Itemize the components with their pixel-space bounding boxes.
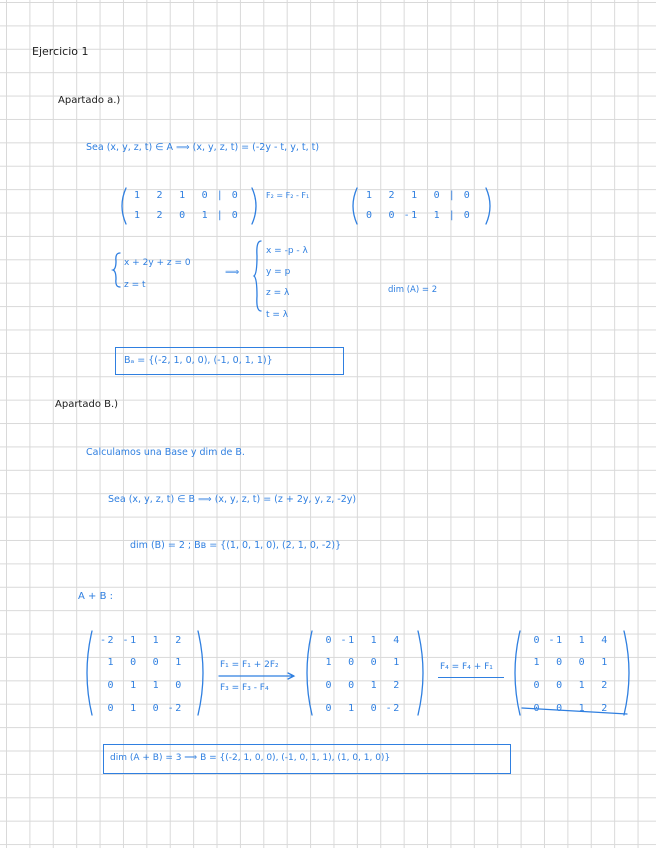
matrix1-row: 1 2 1 0 | 0 xyxy=(134,190,240,201)
m2-row: 0 1 0 -2 xyxy=(318,703,401,714)
op1-b: F₃ = F₃ - F₄ xyxy=(220,683,269,693)
system-eq-1: x + 2y + z = 0 xyxy=(124,258,191,268)
param-y: y = p xyxy=(266,267,291,277)
result-box xyxy=(103,744,511,774)
m1-row: 1 0 0 1 xyxy=(100,657,183,668)
page-heading: Ejercicio 1 xyxy=(32,45,89,58)
matrix1-row: 1 2 0 1 | 0 xyxy=(134,210,240,221)
op1-a: F₁ = F₁ + 2F₂ xyxy=(220,660,279,670)
matrix1-right-paren xyxy=(250,187,260,225)
m3-left-paren xyxy=(510,630,522,716)
matrix2-row: 1 2 1 0 | 0 xyxy=(366,190,472,201)
m1-row: 0 1 1 0 xyxy=(100,680,183,691)
m3-strike-line xyxy=(521,703,631,716)
part-b-title: Apartado B.) xyxy=(55,399,119,410)
row-operation: F₂ = F₂ - F₁ xyxy=(266,191,310,200)
param-brace xyxy=(254,240,262,312)
param-x: x = -p - λ xyxy=(266,246,308,256)
m2-row: 0 0 1 2 xyxy=(318,680,401,691)
op2-underline xyxy=(438,677,504,678)
system-brace xyxy=(113,252,121,288)
m3-right-paren xyxy=(622,630,634,716)
matrix2-left-paren xyxy=(349,187,359,225)
op2: F₄ = F₄ + F₁ xyxy=(440,662,493,672)
m2-right-paren xyxy=(416,630,428,716)
m2-row: 0 -1 1 4 xyxy=(318,635,401,646)
m1-right-paren xyxy=(196,630,208,716)
param-z: z = λ xyxy=(266,288,290,298)
m3-row: 1 0 0 1 xyxy=(526,657,609,668)
op1-arrow xyxy=(218,672,298,680)
part-b-definition: Sea (x, y, z, t) ∈ B ⟹ (x, y, z, t) = (z + 2y, y, z, -2y) xyxy=(108,494,357,505)
dim-b-line: dim (B) = 2 ; Bʙ = {(1, 0, 1, 0), (2, 1, 0, -2)} xyxy=(130,540,342,551)
param-t: t = λ xyxy=(266,310,289,320)
m1-row: 0 1 0 -2 xyxy=(100,703,183,714)
m3-row: 0 0 1 2 xyxy=(526,680,609,691)
matrix1-left-paren xyxy=(118,187,128,225)
m3-row: 0 -1 1 4 xyxy=(526,635,609,646)
m2-row: 1 0 0 1 xyxy=(318,657,401,668)
system-eq-2: z = t xyxy=(124,280,146,290)
part-b-intro: Calculamos una Base y dim de B. xyxy=(86,447,245,458)
basis-a-box xyxy=(115,347,344,375)
sum-label: A + B : xyxy=(78,591,113,602)
basis-a: Bₐ = {(-2, 1, 0, 0), (-1, 0, 1, 1)} xyxy=(124,355,273,366)
result: dim (A + B) = 3 ⟹ B = {(-2, 1, 0, 0), (-1, 0, 1, 1), (1, 0, 1, 0)} xyxy=(110,753,391,763)
m2-left-paren xyxy=(302,630,314,716)
implies-arrow: ⟹ xyxy=(225,267,240,278)
dim-a: dim (A) = 2 xyxy=(388,285,438,295)
m1-row: -2 -1 1 2 xyxy=(100,635,183,646)
matrix2-right-paren xyxy=(484,187,494,225)
part-a-title: Apartado a.) xyxy=(58,95,121,106)
matrix2-row: 0 0 -1 1 | 0 xyxy=(366,210,472,221)
part-a-definition: Sea (x, y, z, t) ∈ A ⟹ (x, y, z, t) = (-2y - t, y, t, t) xyxy=(86,142,320,153)
m1-left-paren xyxy=(82,630,94,716)
m3-row: 0 0 1 2 xyxy=(526,703,609,714)
